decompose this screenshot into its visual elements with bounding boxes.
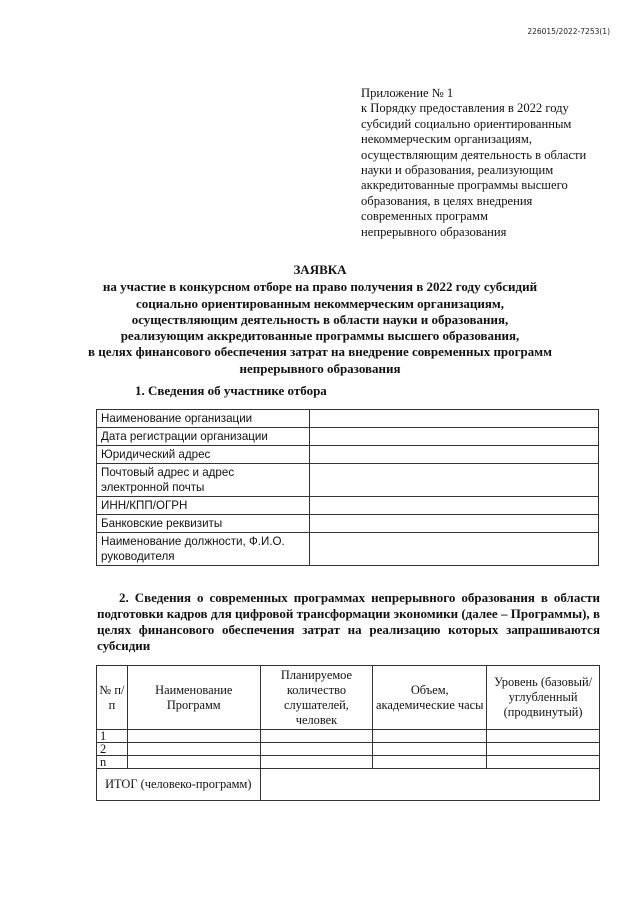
table-row [97,410,599,428]
field-value[interactable] [310,515,599,533]
section2-heading: 2. Сведения о современных программах непрерывного образования в области подготовки кадров для цифровой трансформации экономики (далее – Программы), в целях финансового обеспечения затрат на реализацию которых запрашиваются субсидии [97,590,600,653]
field-value[interactable] [310,497,599,515]
column-header: Объем, академические часы [373,666,487,730]
field-value[interactable] [310,446,599,464]
table-cell[interactable] [373,730,487,743]
table-row [97,464,599,497]
row-number: 2 [97,743,128,756]
table-row [97,428,599,446]
annex-line: аккредитованные программы высшего [361,178,568,193]
table-row [97,533,599,566]
table-row [97,756,600,769]
title-main: ЗАЯВКА [293,262,347,277]
table-cell[interactable] [127,743,260,756]
field-value[interactable] [310,533,599,566]
table-cell[interactable] [260,756,373,769]
table-cell[interactable] [487,730,600,743]
title-line: осуществляющим деятельность в области науки и образования, [131,311,509,327]
field-label: Дата регистрации организации [97,428,310,446]
annex-line: науки и образования, реализующим [361,163,554,178]
annex-line: к Порядку предоставления в 2022 году [361,101,569,116]
document-number: 226015/2022-7253(1) [527,27,610,36]
column-header: № п/п [97,666,128,730]
total-value[interactable] [260,769,599,801]
title-line: на участие в конкурсном отборе на право получения в 2022 году субсидий [102,279,538,295]
annex-line: субсидий социально ориентированным [361,116,572,131]
field-value[interactable] [310,428,599,446]
table-total-row [97,769,600,801]
table-row [97,497,599,515]
table-cell[interactable] [487,756,600,769]
field-value[interactable] [310,464,599,497]
title-line: реализующим аккредитованные программы высшего образования, [120,328,520,344]
table-row [97,515,599,533]
table-cell[interactable] [260,730,373,743]
field-label: Наименование должности, Ф.И.О. руководителя [97,533,310,566]
table-header-row [97,666,600,730]
annex-line: Приложение № 1 [361,86,454,100]
annex-line: современных программ [361,209,488,224]
field-label: Почтовый адрес и адрес электронной почты [97,464,310,497]
annex-line: образования, в целях внедрения [361,193,533,208]
table-cell[interactable] [127,730,260,743]
column-header: Наименование Программ [127,666,260,730]
annex-line: непрерывного образования [361,224,507,239]
table-cell[interactable] [373,743,487,756]
programs-table [96,665,600,801]
annex-line: некоммерческим организациям, [361,132,532,147]
table-row [97,730,600,743]
row-number: n [97,756,128,769]
table-cell[interactable] [487,743,600,756]
table-cell[interactable] [127,756,260,769]
table-row [97,743,600,756]
table-row [97,446,599,464]
application-title [0,262,640,377]
annex-line: осуществляющим деятельность в области [361,147,587,162]
total-label: ИТОГ (человеко-программ) [97,769,261,801]
field-label: Наименование организации [97,410,310,428]
table-cell[interactable] [260,743,373,756]
title-line: в целях финансового обеспечения затрат на внедрение современных программ [87,344,553,360]
column-header: Планируемое количество слушателей, человек [260,666,373,730]
field-value[interactable] [310,410,599,428]
annex-block [361,86,611,240]
participant-info-table [96,409,599,566]
title-line: непрерывного образования [239,360,401,376]
title-line: социально ориентированным некоммерческим организациям, [135,295,505,311]
table-cell[interactable] [373,756,487,769]
field-label: ИНН/КПП/ОГРН [97,497,310,515]
field-label: Банковские реквизиты [97,515,310,533]
field-label: Юридический адрес [97,446,310,464]
column-header: Уровень (базовый/ углубленный (продвинутый) [487,666,600,730]
section1-heading: 1. Сведения об участнике отбора [135,383,327,398]
row-number: 1 [97,730,128,743]
